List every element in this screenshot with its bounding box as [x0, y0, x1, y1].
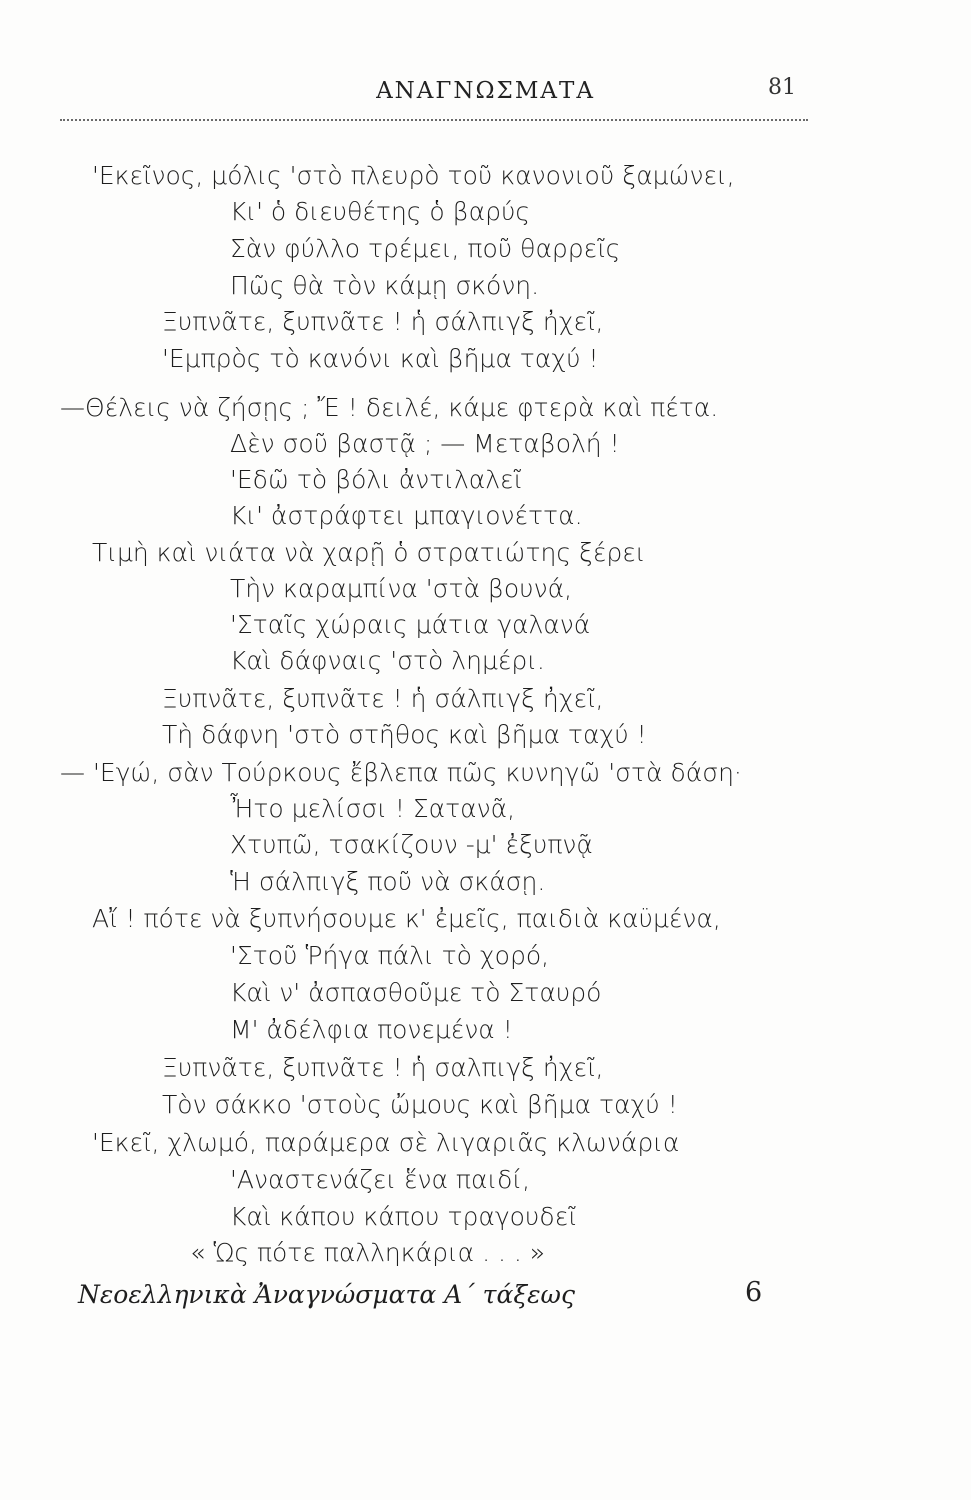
- poem-line-26: Τὸν σάκκο 'στοὺς ὤμους καὶ βῆμα ταχύ !: [162, 1090, 678, 1119]
- poem-line-15: Ξυπνᾶτε, ξυπνᾶτε ! ἡ σάλπιγξ ἠχεῖ,: [162, 684, 604, 713]
- poem-line-30: « Ὡς πότε παλληκάρια . . . »: [190, 1238, 546, 1267]
- poem-line-10: Κι' ἀστράφτει μπαγιονέττα.: [230, 501, 583, 530]
- header-dotted-rule: [60, 119, 808, 121]
- poem-line-24: Μ' ἀδέλφια πονεμένα !: [230, 1015, 513, 1044]
- poem-line-21: Αἴ ! πότε νὰ ξυπνήσουμε κ' ἐμεῖς, παιδιὰ καϋμένα,: [92, 904, 721, 933]
- poem-line-13: 'Σταῖς χώραις μάτια γαλανά: [230, 610, 591, 639]
- poem-line-12: Τὴν καραμπίνα 'στὰ βουνά,: [230, 574, 573, 603]
- poem-line-16: Τὴ δάφνη 'στὸ στῆθος καὶ βῆμα ταχύ !: [162, 720, 647, 749]
- poem-line-27: 'Εκεῖ, χλωμό, παράμερα σὲ λιγαριᾶς κλωνάρια: [92, 1128, 680, 1157]
- poem-line-25: Ξυπνᾶτε, ξυπνᾶτε ! ἡ σαλπιγξ ἠχεῖ,: [162, 1053, 604, 1082]
- poem-line-8: Δὲν σοῦ βαστᾷ ; — Μεταβολή !: [230, 429, 620, 458]
- running-header-title: ΑΝΑΓΝΩΣΜΑΤΑ: [376, 78, 595, 104]
- page-number: 81: [768, 75, 796, 100]
- footer-book-title: Νεοελληνικὰ Ἀναγνώσματα Α΄ τάξεως: [78, 1280, 575, 1309]
- poem-line-28: 'Αναστενάζει ἕνα παιδί,: [230, 1165, 531, 1194]
- poem-line-6: 'Εμπρὸς τὸ κανόνι καὶ βῆμα ταχύ !: [162, 344, 599, 373]
- poem-line-9: 'Εδῶ τὸ βόλι ἀντιλαλεῖ: [230, 465, 523, 494]
- poem-line-7: —Θέλεις νὰ ζήσῃς ; Ἔ ! δειλέ, κάμε φτερὰ καὶ πέτα.: [60, 393, 719, 422]
- poem-line-22: 'Στοῦ Ῥήγα πάλι τὸ χορό,: [230, 941, 550, 970]
- poem-line-20: Ἡ σάλπιγξ ποῦ νὰ σκάσῃ.: [230, 867, 546, 896]
- poem-line-3: Σὰν φύλλο τρέμει, ποῦ θαρρεῖς: [230, 234, 621, 263]
- poem-line-4: Πῶς θὰ τὸν κάμῃ σκόνη.: [230, 271, 540, 300]
- poem-line-23: Καὶ ν' ἀσπασθοῦμε τὸ Σταυρό: [230, 978, 602, 1007]
- poem-line-29: Καὶ κάπου κάπου τραγουδεῖ: [230, 1202, 577, 1231]
- poem-line-17: — 'Εγώ, σὰν Τούρκους ἔβλεπα πῶς κυνηγῶ 'στὰ δάση·: [60, 758, 742, 787]
- poem-line-5: Ξυπνᾶτε, ξυπνᾶτε ! ἡ σάλπιγξ ἠχεῖ,: [162, 307, 604, 336]
- poem-line-2: Κι' ὁ διευθέτης ὁ βαρύς: [230, 197, 531, 226]
- poem-line-11: Τιμὴ καὶ νιάτα νὰ χαρῇ ὁ στρατιώτης ξέρει: [92, 538, 646, 567]
- poem-line-19: Χτυπῶ, τσακίζουν -μ' ἐξυπνᾷ: [230, 830, 593, 859]
- poem-line-1: 'Εκεῖνος, μόλις 'στὸ πλευρὸ τοῦ κανονιοῦ ξαμώνει,: [92, 161, 735, 190]
- poem-line-14: Καὶ δάφναις 'στὸ λημέρι.: [230, 646, 545, 675]
- signature-mark: 6: [745, 1277, 763, 1308]
- poem-line-18: Ἦτο μελίσσι ! Σατανᾶ,: [230, 794, 516, 823]
